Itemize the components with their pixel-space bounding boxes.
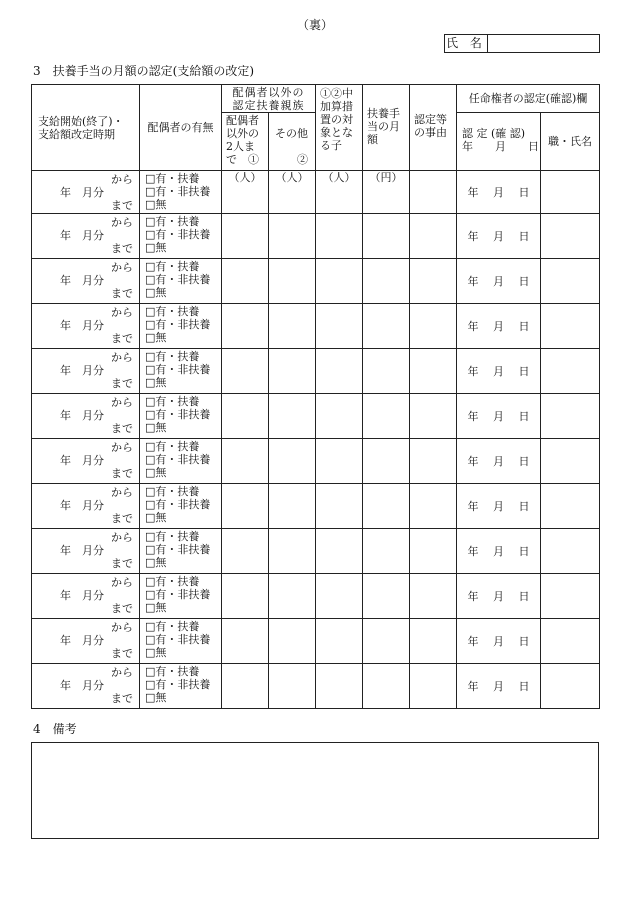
- up-to-two-cell[interactable]: [222, 484, 269, 529]
- title-name-cell[interactable]: [541, 574, 600, 619]
- from-label: から: [111, 351, 133, 364]
- option-none[interactable]: □無: [145, 601, 167, 614]
- option-nondependent[interactable]: □有・非扶養: [145, 228, 211, 241]
- midadd-cell[interactable]: [316, 349, 363, 394]
- midadd-cell[interactable]: [316, 304, 363, 349]
- table-row: [32, 574, 600, 619]
- section4-title: 4 備考: [33, 722, 77, 736]
- allowance-table: [31, 84, 600, 709]
- spouse-cell[interactable]: [140, 664, 222, 709]
- others-cell[interactable]: [269, 484, 316, 529]
- spouse-cell[interactable]: [140, 439, 222, 484]
- name-label: 氏 名: [445, 35, 488, 52]
- option-nondependent[interactable]: □有・非扶養: [145, 543, 211, 556]
- title-name-cell[interactable]: [541, 349, 600, 394]
- section3-title: 3 扶養手当の月額の認定(支給額の改定): [33, 64, 254, 78]
- option-none[interactable]: □無: [145, 511, 167, 524]
- others-cell[interactable]: [269, 619, 316, 664]
- period-cell[interactable]: [32, 214, 140, 259]
- until-label: まで: [111, 242, 133, 255]
- table-row: [32, 394, 600, 439]
- option-dependent[interactable]: □有・扶養: [145, 665, 200, 678]
- option-nondependent[interactable]: □有・非扶養: [145, 453, 211, 466]
- page-side-label: （裏）: [296, 18, 333, 32]
- monthly-cell[interactable]: [363, 664, 410, 709]
- up-to-two-cell[interactable]: [222, 439, 269, 484]
- reason-cell[interactable]: [410, 259, 457, 304]
- monthly-cell[interactable]: [363, 574, 410, 619]
- midadd-cell[interactable]: [316, 439, 363, 484]
- table-row: [32, 304, 600, 349]
- option-nondependent[interactable]: □有・非扶養: [145, 408, 211, 421]
- spouse-cell[interactable]: [140, 394, 222, 439]
- up-to-two-cell[interactable]: [222, 574, 269, 619]
- option-none[interactable]: □無: [145, 241, 167, 254]
- approval-date-cell[interactable]: [457, 171, 541, 214]
- from-label: から: [111, 396, 133, 409]
- option-nondependent[interactable]: □有・非扶養: [145, 588, 211, 601]
- title-name-cell[interactable]: [541, 171, 600, 214]
- from-label: から: [111, 531, 133, 544]
- monthly-cell[interactable]: [363, 349, 410, 394]
- midadd-cell[interactable]: [316, 574, 363, 619]
- approval-date-cell[interactable]: [457, 484, 541, 529]
- table-row: [32, 484, 600, 529]
- from-label: から: [111, 216, 133, 229]
- up-to-two-cell[interactable]: [222, 619, 269, 664]
- table-row: [32, 349, 600, 394]
- midadd-cell[interactable]: [316, 619, 363, 664]
- year-month-label: 年 月分: [60, 319, 104, 332]
- name-box: [444, 34, 600, 53]
- yen-unit[interactable]: （円）: [363, 171, 410, 214]
- midadd-cell[interactable]: [316, 394, 363, 439]
- option-nondependent[interactable]: □有・非扶養: [145, 633, 211, 646]
- approval-date-cell[interactable]: [457, 664, 541, 709]
- option-nondependent[interactable]: □有・非扶養: [145, 273, 211, 286]
- year-month-label: 年 月分: [60, 229, 104, 242]
- title-name-cell[interactable]: [541, 259, 600, 304]
- table-row: [32, 439, 600, 484]
- others-cell[interactable]: [269, 439, 316, 484]
- table-row: [32, 171, 600, 214]
- option-nondependent[interactable]: □有・非扶養: [145, 498, 211, 511]
- date-label: 年 月 日: [467, 274, 530, 288]
- title-name-cell[interactable]: [541, 439, 600, 484]
- period-cell[interactable]: [32, 664, 140, 709]
- option-dependent[interactable]: □有・扶養: [145, 395, 200, 408]
- title-name-cell[interactable]: [541, 529, 600, 574]
- others-cell[interactable]: [269, 349, 316, 394]
- until-label: まで: [111, 199, 133, 212]
- spouse-cell[interactable]: [140, 214, 222, 259]
- from-label: から: [111, 306, 133, 319]
- approval-date-cell[interactable]: [457, 529, 541, 574]
- year-month-label: 年 月分: [60, 409, 104, 422]
- name-field[interactable]: [488, 35, 599, 52]
- up-to-two-cell[interactable]: [222, 664, 269, 709]
- period-cell[interactable]: [32, 259, 140, 304]
- option-dependent[interactable]: □有・扶養: [145, 575, 200, 588]
- table-row: [32, 214, 600, 259]
- option-none[interactable]: □無: [145, 646, 167, 659]
- others-cell[interactable]: [269, 529, 316, 574]
- option-nondependent[interactable]: □有・非扶養: [145, 185, 211, 198]
- persons-unit-2[interactable]: （人）: [269, 171, 316, 214]
- year-month-label: 年 月分: [60, 499, 104, 512]
- date-label: 年 月 日: [467, 589, 530, 603]
- header-other-dependents: 配偶者以外の 認定扶養親族: [222, 85, 316, 113]
- title-name-cell[interactable]: [541, 484, 600, 529]
- persons-unit-3[interactable]: （人）: [316, 171, 363, 214]
- option-dependent[interactable]: □有・扶養: [145, 620, 200, 633]
- date-label: 年 月 日: [467, 679, 530, 693]
- approval-date-cell[interactable]: [457, 259, 541, 304]
- date-label: 年 月 日: [467, 409, 530, 423]
- option-dependent[interactable]: □有・扶養: [145, 440, 200, 453]
- up-to-two-cell[interactable]: [222, 349, 269, 394]
- until-label: まで: [111, 647, 133, 660]
- table-row: [32, 619, 600, 664]
- period-cell[interactable]: [32, 394, 140, 439]
- header-spouse: 配偶者の有無: [140, 85, 222, 171]
- from-label: から: [111, 486, 133, 499]
- remarks-box[interactable]: [31, 742, 599, 839]
- reason-cell[interactable]: [410, 574, 457, 619]
- approval-date-cell[interactable]: [457, 439, 541, 484]
- header-title-name: 職・氏名: [541, 113, 600, 171]
- until-label: まで: [111, 422, 133, 435]
- date-label: 年 月 日: [467, 454, 530, 468]
- approval-date-cell[interactable]: [457, 574, 541, 619]
- up-to-two-cell[interactable]: [222, 214, 269, 259]
- date-label: 年 月 日: [467, 544, 530, 558]
- reason-cell[interactable]: [410, 394, 457, 439]
- period-cell[interactable]: [32, 349, 140, 394]
- reason-cell[interactable]: [410, 349, 457, 394]
- option-dependent[interactable]: □有・扶養: [145, 305, 200, 318]
- option-nondependent[interactable]: □有・非扶養: [145, 363, 211, 376]
- spouse-cell[interactable]: [140, 349, 222, 394]
- from-label: から: [111, 441, 133, 454]
- option-none[interactable]: □無: [145, 376, 167, 389]
- midadd-cell[interactable]: [316, 259, 363, 304]
- table-row: [32, 529, 600, 574]
- monthly-cell[interactable]: [363, 394, 410, 439]
- spouse-cell[interactable]: [140, 171, 222, 214]
- from-label: から: [111, 261, 133, 274]
- monthly-cell[interactable]: [363, 619, 410, 664]
- option-dependent[interactable]: □有・扶養: [145, 172, 200, 185]
- from-label: から: [111, 173, 133, 186]
- until-label: まで: [111, 557, 133, 570]
- header-monthly: 扶養手 当の月 額: [363, 85, 410, 171]
- title-name-cell[interactable]: [541, 619, 600, 664]
- title-name-cell[interactable]: [541, 304, 600, 349]
- spouse-cell[interactable]: [140, 304, 222, 349]
- title-name-cell[interactable]: [541, 664, 600, 709]
- option-none[interactable]: □無: [145, 556, 167, 569]
- year-month-label: 年 月分: [60, 589, 104, 602]
- header-appointer: 任命権者の認定(確認)欄: [457, 85, 600, 113]
- year-month-label: 年 月分: [60, 364, 104, 377]
- approval-date-cell[interactable]: [457, 349, 541, 394]
- year-month-label: 年 月分: [60, 634, 104, 647]
- reason-cell[interactable]: [410, 171, 457, 214]
- midadd-cell[interactable]: [316, 529, 363, 574]
- monthly-cell[interactable]: [363, 439, 410, 484]
- up-to-two-cell[interactable]: [222, 394, 269, 439]
- until-label: まで: [111, 332, 133, 345]
- spouse-cell[interactable]: [140, 529, 222, 574]
- table-row: [32, 664, 600, 709]
- title-name-cell[interactable]: [541, 394, 600, 439]
- others-cell[interactable]: [269, 304, 316, 349]
- reason-cell[interactable]: [410, 664, 457, 709]
- option-none[interactable]: □無: [145, 466, 167, 479]
- option-nondependent[interactable]: □有・非扶養: [145, 678, 211, 691]
- until-label: まで: [111, 692, 133, 705]
- others-cell[interactable]: [269, 394, 316, 439]
- until-label: まで: [111, 287, 133, 300]
- reason-cell[interactable]: [410, 214, 457, 259]
- others-cell[interactable]: [269, 664, 316, 709]
- date-label: 年 月 日: [467, 185, 530, 199]
- header-approval-date: 認 定 (確 認) 年 月 日: [457, 113, 541, 171]
- period-cell[interactable]: [32, 529, 140, 574]
- spouse-cell[interactable]: [140, 574, 222, 619]
- from-label: から: [111, 621, 133, 634]
- option-none[interactable]: □無: [145, 421, 167, 434]
- option-none[interactable]: □無: [145, 198, 167, 211]
- approval-date-cell[interactable]: [457, 394, 541, 439]
- reason-cell[interactable]: [410, 619, 457, 664]
- header-reason: 認定等 の事由: [410, 85, 457, 171]
- up-to-two-cell[interactable]: [222, 529, 269, 574]
- others-cell[interactable]: [269, 214, 316, 259]
- option-none[interactable]: □無: [145, 691, 167, 704]
- until-label: まで: [111, 602, 133, 615]
- approval-date-cell[interactable]: [457, 214, 541, 259]
- option-dependent[interactable]: □有・扶養: [145, 530, 200, 543]
- midadd-cell[interactable]: [316, 484, 363, 529]
- year-month-label: 年 月分: [60, 679, 104, 692]
- date-label: 年 月 日: [467, 499, 530, 513]
- spouse-cell[interactable]: [140, 484, 222, 529]
- option-nondependent[interactable]: □有・非扶養: [145, 318, 211, 331]
- approval-date-cell[interactable]: [457, 619, 541, 664]
- option-none[interactable]: □無: [145, 286, 167, 299]
- header-up-to-two: 配偶者 以外の 2人ま で ①: [222, 113, 269, 171]
- spouse-cell[interactable]: [140, 619, 222, 664]
- header-others: その他 ②: [269, 113, 316, 171]
- table-row: [32, 259, 600, 304]
- from-label: から: [111, 666, 133, 679]
- date-label: 年 月 日: [467, 229, 530, 243]
- period-cell[interactable]: [32, 574, 140, 619]
- period-cell[interactable]: [32, 439, 140, 484]
- persons-unit-1[interactable]: （人）: [222, 171, 269, 214]
- year-month-label: 年 月分: [60, 544, 104, 557]
- reason-cell[interactable]: [410, 304, 457, 349]
- option-none[interactable]: □無: [145, 331, 167, 344]
- reason-cell[interactable]: [410, 529, 457, 574]
- monthly-cell[interactable]: [363, 214, 410, 259]
- period-cell[interactable]: [32, 484, 140, 529]
- up-to-two-cell[interactable]: [222, 304, 269, 349]
- title-name-cell[interactable]: [541, 214, 600, 259]
- reason-cell[interactable]: [410, 484, 457, 529]
- midadd-cell[interactable]: [316, 214, 363, 259]
- from-label: から: [111, 576, 133, 589]
- year-month-label: 年 月分: [60, 186, 104, 199]
- up-to-two-cell[interactable]: [222, 259, 269, 304]
- midadd-cell[interactable]: [316, 664, 363, 709]
- year-month-label: 年 月分: [60, 274, 104, 287]
- until-label: まで: [111, 377, 133, 390]
- spouse-cell[interactable]: [140, 259, 222, 304]
- period-cell[interactable]: [32, 304, 140, 349]
- until-label: まで: [111, 512, 133, 525]
- year-month-label: 年 月分: [60, 454, 104, 467]
- until-label: まで: [111, 467, 133, 480]
- header-midadd: ①②中 加算措 置の対 象とな る子: [316, 85, 363, 171]
- approval-date-cell[interactable]: [457, 304, 541, 349]
- period-cell[interactable]: [32, 619, 140, 664]
- date-label: 年 月 日: [467, 634, 530, 648]
- date-label: 年 月 日: [467, 364, 530, 378]
- date-label: 年 月 日: [467, 319, 530, 333]
- option-dependent[interactable]: □有・扶養: [145, 260, 200, 273]
- monthly-cell[interactable]: [363, 484, 410, 529]
- reason-cell[interactable]: [410, 439, 457, 484]
- others-cell[interactable]: [269, 574, 316, 619]
- option-dependent[interactable]: □有・扶養: [145, 485, 200, 498]
- others-cell[interactable]: [269, 259, 316, 304]
- monthly-cell[interactable]: [363, 529, 410, 574]
- monthly-cell[interactable]: [363, 304, 410, 349]
- monthly-cell[interactable]: [363, 259, 410, 304]
- option-dependent[interactable]: □有・扶養: [145, 350, 200, 363]
- option-dependent[interactable]: □有・扶養: [145, 215, 200, 228]
- header-period: 支給開始(終了)・ 支給額改定時期: [32, 85, 140, 171]
- period-cell[interactable]: [32, 171, 140, 214]
